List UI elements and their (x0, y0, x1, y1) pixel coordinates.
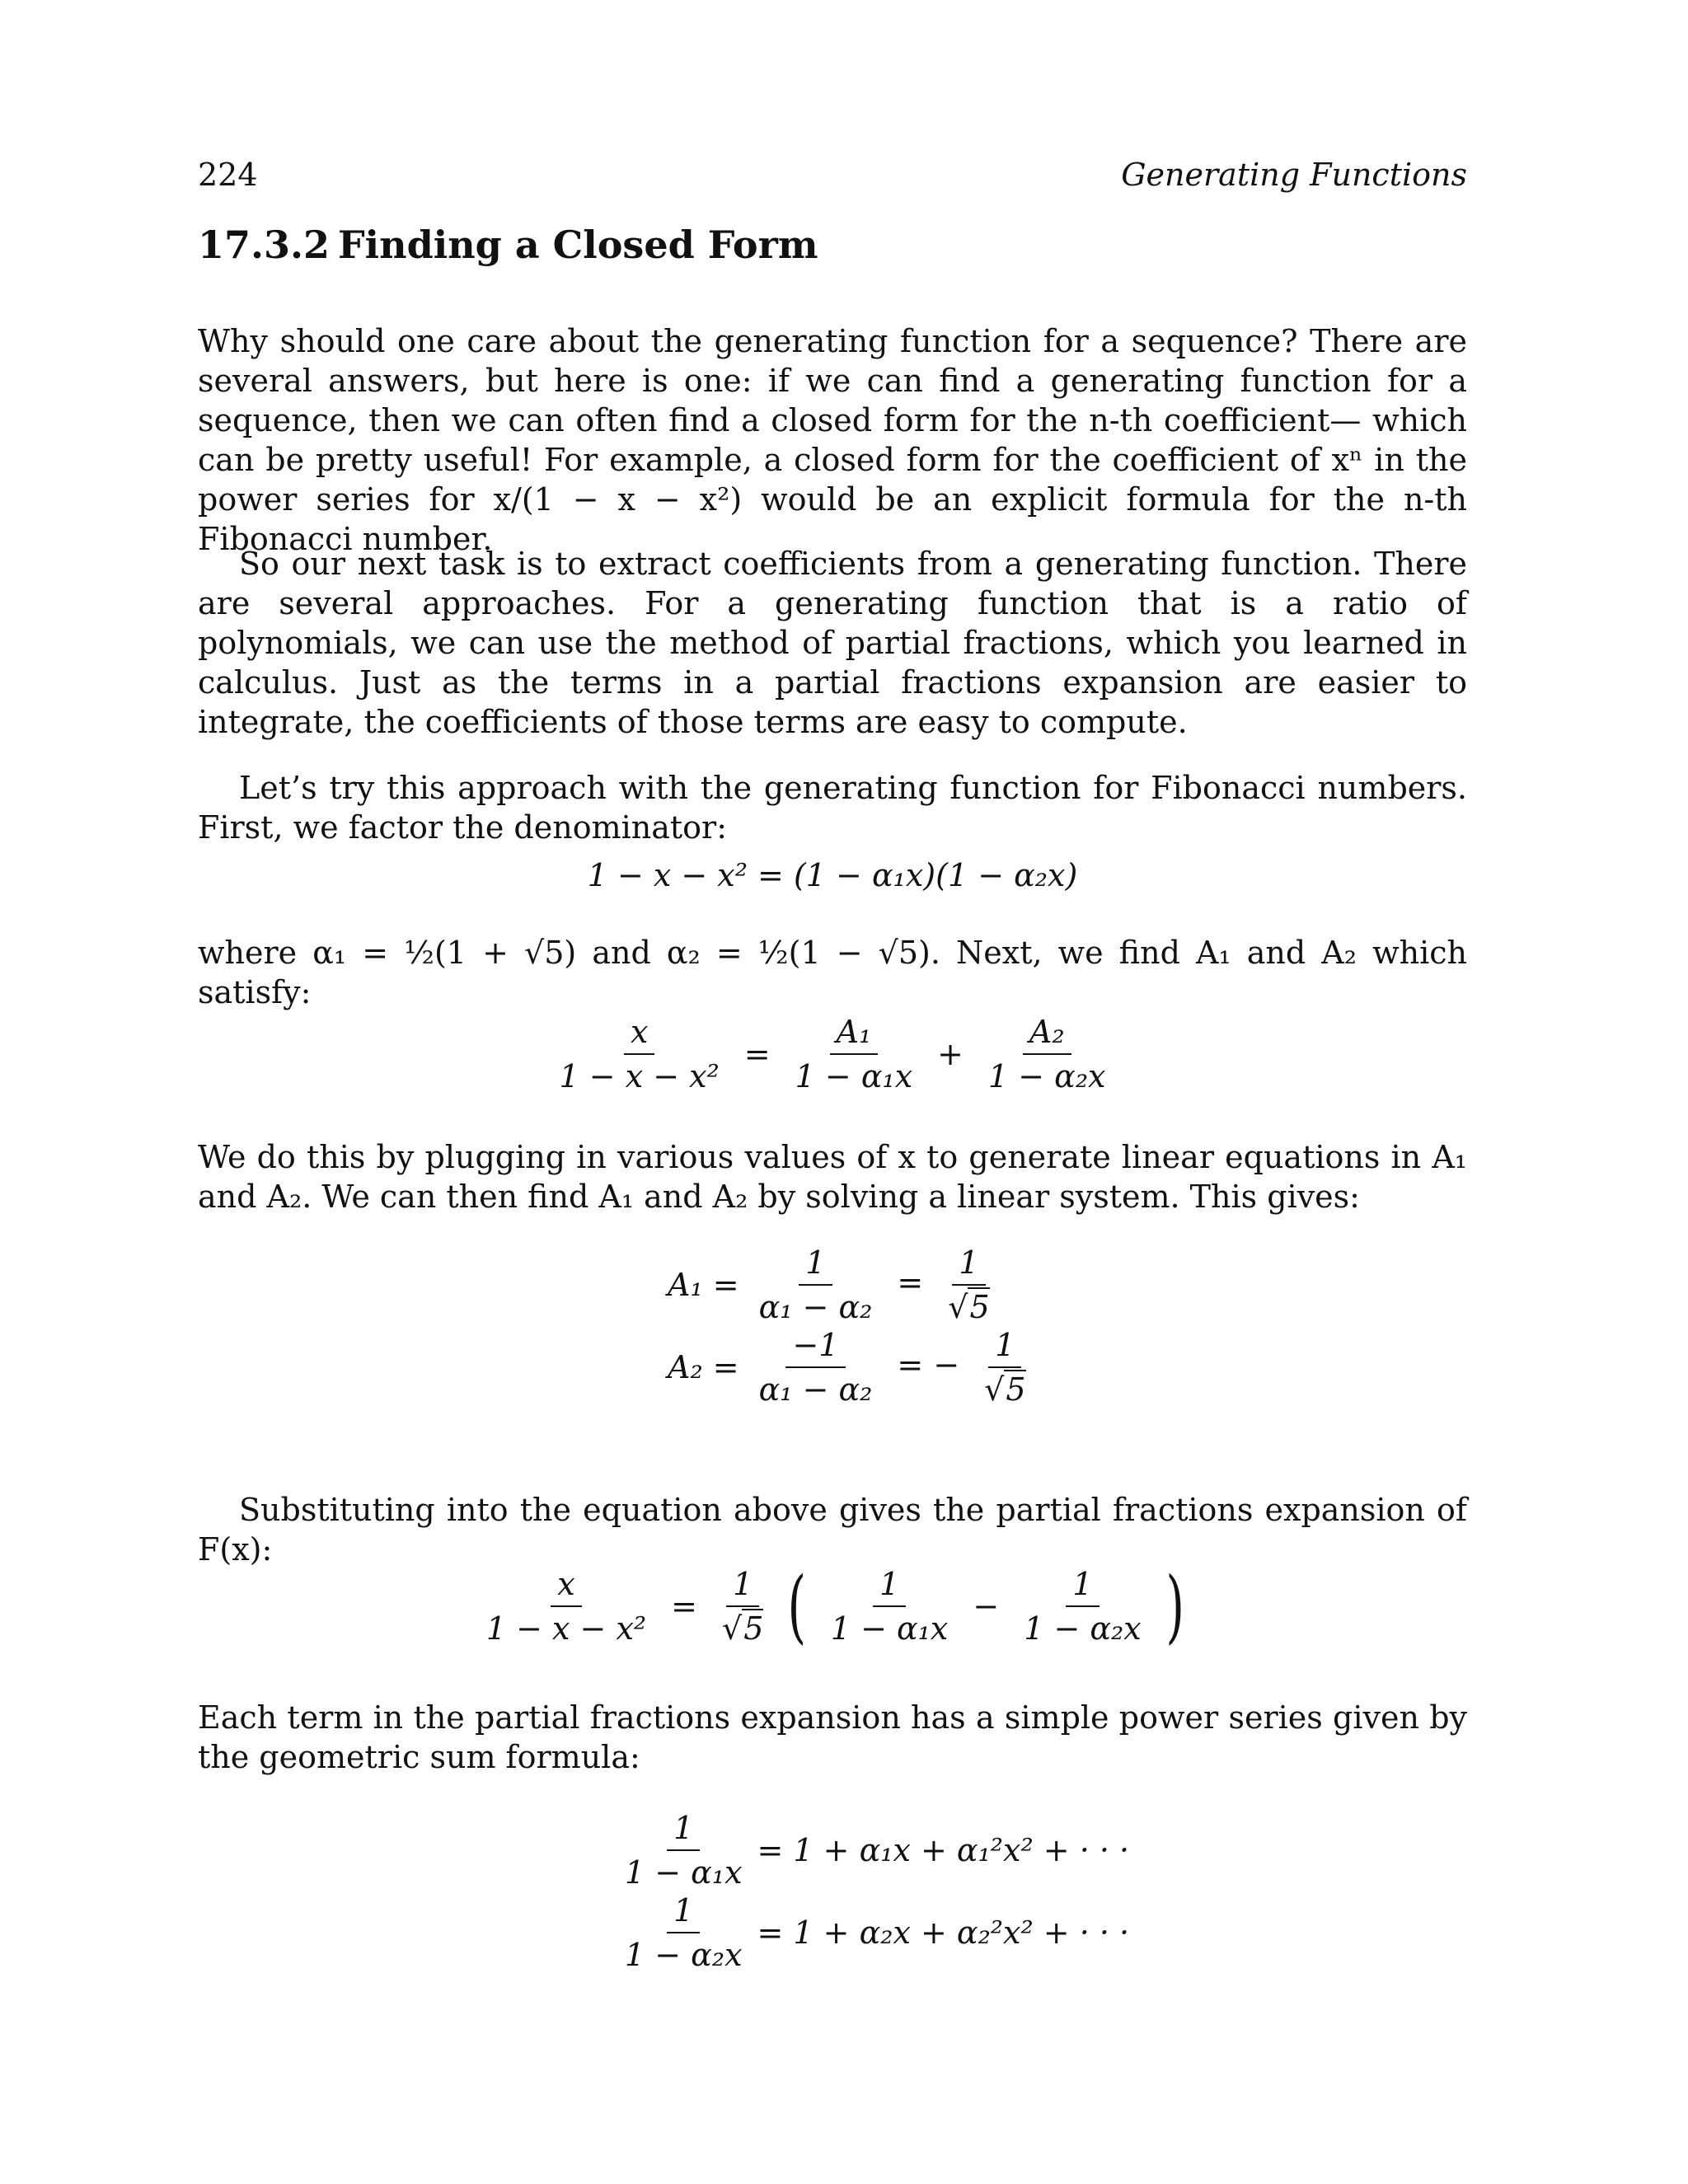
numerator: 1 (726, 1566, 759, 1607)
equation-partial-fractions (198, 1014, 1467, 1094)
denominator: 1 − x − x² (559, 1058, 720, 1094)
fraction (553, 1014, 726, 1094)
paragraph-7: Each term in the partial fractions expansion has a simple power series given by the geometric sum formula: (198, 1699, 1467, 1775)
denominator: 1 − α₂x (1024, 1610, 1142, 1647)
denominator: 1 − α₁x (830, 1610, 949, 1647)
equals-sign: = (743, 1036, 771, 1072)
denominator: 1 − x − x² (485, 1610, 647, 1647)
numerator: A₁ (830, 1014, 879, 1055)
fraction (618, 1810, 749, 1891)
numerator: 1 (667, 1892, 700, 1933)
paragraph-5: We do this by plugging in various values of x to generate linear equations in A₁ and A₂. We can then find A₁ and A₂ by solving a linear system. This gives: (198, 1139, 1467, 1215)
equation-coefficients (668, 1244, 1041, 1408)
fraction (982, 1014, 1113, 1094)
denominator: α₁ − α₂ (758, 1289, 873, 1325)
section-title: Finding a Closed Form (338, 223, 818, 267)
denominator: 1 − α₂x (987, 1058, 1106, 1094)
equation-geometric-series (610, 1810, 1129, 1973)
fraction (480, 1566, 653, 1647)
left-paren: ( (787, 1560, 807, 1652)
denominator: √5 (721, 1610, 764, 1647)
section-number: 17.3.2 (198, 223, 331, 267)
document-page (198, 0, 1467, 2184)
fraction (715, 1566, 770, 1647)
paragraph-2: So our next task is to extract coefficients from a generating function. There are several approaches. For a generating function that is a ratio of polynomials, we can use the method of partial fractions, which you learned in calculus. Just as the terms in a partial fractions expansion are easier to integrate, the coefficients of those terms are easy to compute. (198, 546, 1467, 740)
equation-expansion (198, 1560, 1467, 1652)
numerator: 1 (667, 1810, 700, 1851)
fraction (618, 1892, 749, 1973)
paragraph-1: Why should one care about the generating function for a sequence? There are several answers, but here is one: if we can find a generating function for a sequence, then we can often find a closed form for the n-th coefficient— which can be pretty useful! For example, a closed form for the coefficient of xⁿ in the power series for x/(1 − x − x²) would be an explicit formula for the n-th Fibonacci number. (198, 323, 1467, 557)
right-paren: ) (1165, 1560, 1184, 1652)
denominator: 1 − α₁x (795, 1058, 913, 1094)
numerator: 1 (799, 1244, 832, 1286)
paragraph-3: Let’s try this approach with the generating function for Fibonacci numbers. First, we factor the denominator: (198, 770, 1467, 846)
numerator: 1 (873, 1566, 906, 1607)
a1-lhs: A₁ = (668, 1267, 739, 1303)
numerator: A₂ (1023, 1014, 1071, 1055)
minus-sign: − (973, 1588, 1000, 1624)
geo1-rhs: = 1 + α₁x + α₁²x² + · · · (757, 1832, 1130, 1868)
fraction (824, 1566, 955, 1647)
plus-sign: + (937, 1036, 964, 1072)
denominator: √5 (948, 1289, 990, 1325)
numerator: 1 (952, 1244, 985, 1286)
fraction (789, 1014, 920, 1094)
denominator: α₁ − α₂ (758, 1371, 873, 1408)
numerator: −1 (785, 1327, 845, 1368)
page-number: 224 (198, 157, 258, 193)
a2-rhs: $\frac{-1}{\text{α₁ − α₂}}$ = − $\frac{1}{√5}$ (744, 1327, 1041, 1408)
a1-rhs: $\frac{1}{\text{α₁ − α₂}}$ = $\frac{1}{√5}$ (744, 1244, 1041, 1325)
denominator: 1 − α₂x (625, 1937, 743, 1973)
a2-lhs: A₂ = (668, 1349, 739, 1385)
denominator: 1 − α₁x (625, 1854, 743, 1891)
running-title: Generating Functions (1121, 157, 1467, 193)
paragraph-4: where α₁ = ½(1 + √5) and α₂ = ½(1 − √5). Next, we find A₁ and A₂ which satisfy: (198, 935, 1467, 1010)
running-header (198, 157, 1467, 206)
numerator: 1 (1066, 1566, 1099, 1607)
fraction (1017, 1566, 1148, 1647)
equation-factor: 1 − x − x² = (1 − α₁x)(1 − α₂x) (587, 857, 1078, 893)
geo2-rhs: = 1 + α₂x + α₂²x² + · · · (757, 1915, 1130, 1951)
equals-sign: = (671, 1588, 697, 1624)
denominator: √5 (984, 1371, 1026, 1408)
numerator: x (551, 1566, 581, 1607)
numerator: x (624, 1014, 654, 1055)
section-heading (198, 223, 818, 267)
paragraph-6: Substituting into the equation above gives the partial fractions expansion of F(x): (198, 1492, 1467, 1568)
numerator: 1 (988, 1327, 1021, 1368)
